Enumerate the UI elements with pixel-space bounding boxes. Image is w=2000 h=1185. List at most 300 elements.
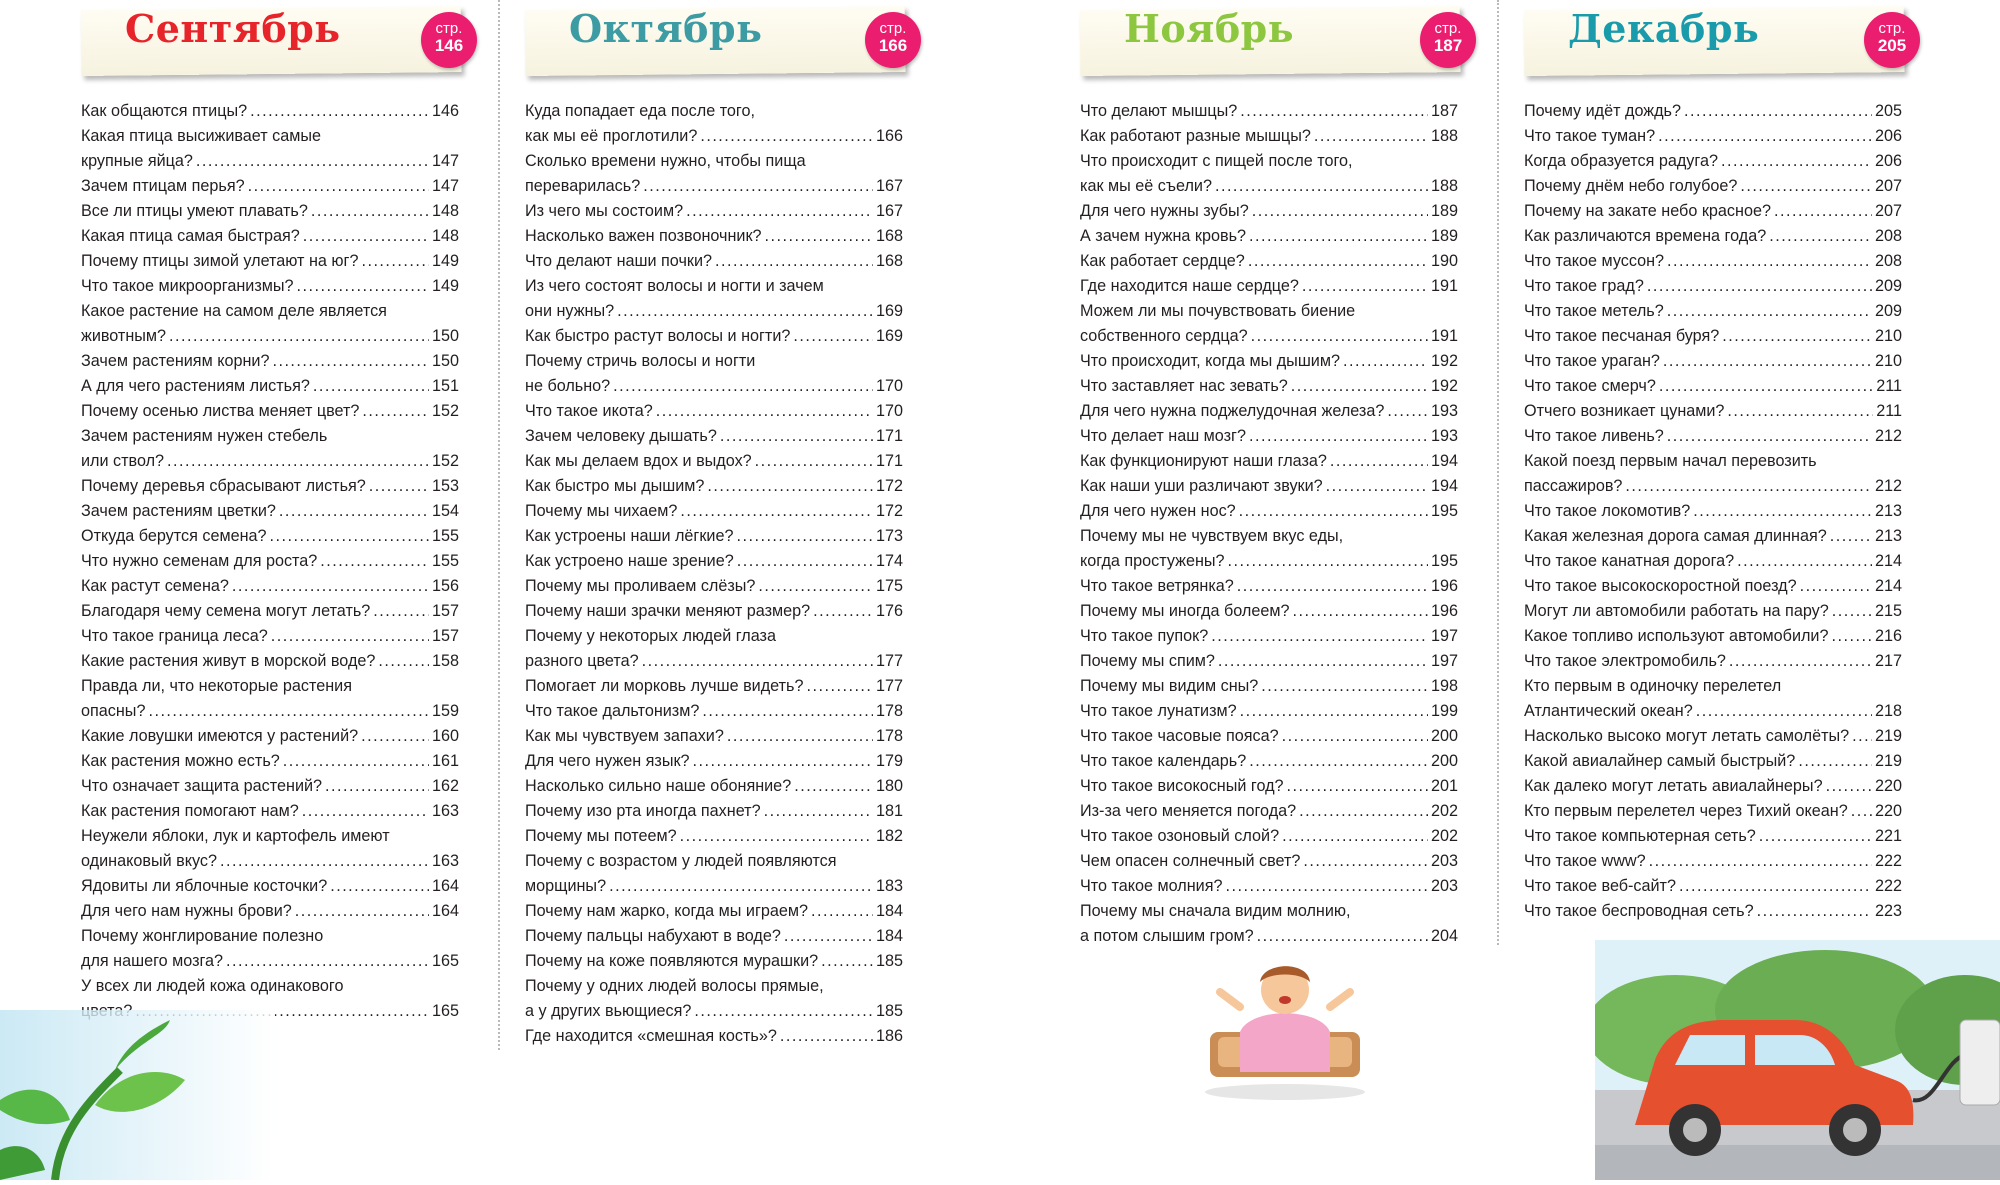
toc-entry bbox=[81, 849, 459, 874]
toc-entry-question: Сколько времени нужно, чтобы пища bbox=[525, 152, 806, 170]
toc-entry bbox=[1524, 549, 1902, 574]
toc-entry-page: 211 bbox=[1873, 374, 1902, 399]
toc-entry-question: Как работает сердце? . . . bbox=[1080, 249, 1458, 274]
toc-entry-question: Что такое часовые пояса? . . . bbox=[1080, 724, 1458, 749]
toc-entry-page: 219 bbox=[1872, 724, 1902, 749]
toc-entry-question: Зачем растениям корни? . . . bbox=[81, 349, 459, 374]
toc-entry-page: 148 bbox=[429, 199, 459, 224]
toc-entry-question: Почему мы видим сны? . . . bbox=[1080, 674, 1458, 699]
toc-entry bbox=[81, 274, 459, 299]
toc-list bbox=[1080, 99, 1458, 949]
toc-entry-question: Что такое ураган? . . . bbox=[1524, 349, 1902, 374]
toc-entry-page: 174 bbox=[873, 549, 903, 574]
toc-entry-question: не больно? . . . bbox=[525, 374, 903, 399]
page-badge bbox=[421, 12, 477, 68]
toc-entry-page: 202 bbox=[1428, 824, 1458, 849]
toc-entry bbox=[525, 149, 903, 174]
toc-entry bbox=[81, 449, 459, 474]
toc-entry bbox=[1524, 474, 1902, 499]
toc-entry-page: 164 bbox=[429, 874, 459, 899]
toc-entry-question: Какая птица высиживает самые bbox=[81, 127, 322, 145]
toc-entry-page: 188 bbox=[1428, 174, 1458, 199]
toc-entry-question: когда простужены? . . . bbox=[1080, 549, 1458, 574]
toc-entry-question: Что означает защита растений? . . . bbox=[81, 774, 459, 799]
toc-entry bbox=[81, 674, 459, 699]
toc-entry-question: Отчего возникает цунами? . . . bbox=[1524, 399, 1902, 424]
toc-entry bbox=[1080, 349, 1458, 374]
toc-entry bbox=[81, 924, 459, 949]
month-title: Сентябрь bbox=[125, 6, 341, 51]
page-badge-label: стр. bbox=[879, 20, 907, 37]
toc-entry bbox=[1524, 174, 1902, 199]
toc-entry-question: А зачем нужна кровь? . . . bbox=[1080, 224, 1458, 249]
toc-entry-question: Как быстро растут волосы и ногти? . . . bbox=[525, 324, 903, 349]
toc-entry bbox=[81, 624, 459, 649]
toc-entry bbox=[81, 499, 459, 524]
toc-entry bbox=[81, 749, 459, 774]
toc-entry-page: 177 bbox=[873, 674, 903, 699]
toc-entry-question: Почему мы не чувствуем вкус еды, bbox=[1080, 527, 1344, 545]
toc-entry-page: 214 bbox=[1872, 549, 1902, 574]
toc-entry-question: Куда попадает еда после того, bbox=[525, 102, 755, 120]
toc-entry-question: Что такое календарь? . . . bbox=[1080, 749, 1458, 774]
toc-entry bbox=[1524, 99, 1902, 124]
toc-entry-question: Почему мы потеем? . . . bbox=[525, 824, 903, 849]
toc-entry-page: 194 bbox=[1428, 474, 1458, 499]
toc-entry bbox=[1524, 224, 1902, 249]
toc-entry-page: 171 bbox=[873, 424, 903, 449]
toc-entry-question: Почему стричь волосы и ногти bbox=[525, 352, 756, 370]
toc-entry bbox=[525, 599, 903, 624]
toc-entry-question: Что такое дальтонизм? . . . bbox=[525, 699, 903, 724]
toc-entry-page: 169 bbox=[873, 299, 903, 324]
toc-entry bbox=[1080, 174, 1458, 199]
toc-entry bbox=[525, 674, 903, 699]
toc-entry bbox=[1524, 899, 1902, 924]
toc-entry-question: Что такое ливень? . . . bbox=[1524, 424, 1902, 449]
toc-entry-question: Почему у одних людей волосы прямые, bbox=[525, 977, 824, 995]
toc-entry bbox=[1524, 124, 1902, 149]
toc-entry-page: 194 bbox=[1428, 449, 1458, 474]
toc-entry bbox=[1080, 299, 1458, 324]
toc-entry-question: Из-за чего меняется погода? . . . bbox=[1080, 799, 1458, 824]
toc-entry-question: крупные яйца? . . . bbox=[81, 149, 459, 174]
toc-entry-page: 157 bbox=[429, 599, 459, 624]
toc-entry-page: 222 bbox=[1872, 849, 1902, 874]
toc-entry bbox=[81, 374, 459, 399]
toc-entry-page: 187 bbox=[1428, 99, 1458, 124]
toc-entry bbox=[525, 299, 903, 324]
toc-entry-question: Все ли птицы умеют плавать? . . . bbox=[81, 199, 459, 224]
toc-entry-question: Что такое високосный год? . . . bbox=[1080, 774, 1458, 799]
toc-entry-page: 199 bbox=[1428, 699, 1458, 724]
toc-entry-page: 181 bbox=[873, 799, 903, 824]
toc-entry-page: 164 bbox=[429, 899, 459, 924]
toc-entry bbox=[1080, 149, 1458, 174]
toc-entry-question: Кто первым перелетел через Тихий океан? . . . bbox=[1524, 799, 1902, 824]
toc-entry bbox=[81, 699, 459, 724]
toc-entry bbox=[81, 974, 459, 999]
toc-entry-question: Как мы делаем вдох и выдох? . . . bbox=[525, 449, 903, 474]
toc-entry-question: Из чего мы состоим? . . . bbox=[525, 199, 903, 224]
toc-entry-page: 155 bbox=[429, 549, 459, 574]
toc-entry-question: Что такое град? . . . bbox=[1524, 274, 1902, 299]
toc-entry-question: как мы её съели? . . . bbox=[1080, 174, 1458, 199]
page-badge-label: стр. bbox=[1434, 20, 1462, 37]
toc-entry-question: Почему идёт дождь? . . . bbox=[1524, 99, 1902, 124]
toc-entry bbox=[1080, 774, 1458, 799]
toc-entry-question: Что такое www? . . . bbox=[1524, 849, 1902, 874]
toc-entry-question: Насколько сильно наше обоняние? . . . bbox=[525, 774, 903, 799]
toc-entry bbox=[81, 899, 459, 924]
toc-entry-page: 207 bbox=[1872, 174, 1902, 199]
toc-entry bbox=[1524, 624, 1902, 649]
toc-entry bbox=[525, 449, 903, 474]
toc-entry-page: 177 bbox=[873, 649, 903, 674]
toc-entry-question: Правда ли, что некоторые растения bbox=[81, 677, 352, 695]
toc-entry-question: Почему днём небо голубое? . . . bbox=[1524, 174, 1902, 199]
toc-entry bbox=[81, 649, 459, 674]
toc-entry bbox=[1524, 599, 1902, 624]
toc-entry bbox=[81, 549, 459, 574]
toc-entry-question: Зачем птицам перья? . . . bbox=[81, 174, 459, 199]
toc-entry-question: Кто первым в одиночку перелетел bbox=[1524, 677, 1782, 695]
toc-entry-question: опасны? . . . bbox=[81, 699, 459, 724]
toc-entry bbox=[1080, 399, 1458, 424]
toc-entry-page: 206 bbox=[1872, 149, 1902, 174]
toc-entry-page: 208 bbox=[1872, 249, 1902, 274]
toc-entry-page: 149 bbox=[429, 249, 459, 274]
toc-entry-question: Что такое микроорганизмы? . . . bbox=[81, 274, 459, 299]
toc-entry-question: Для чего нужен язык? . . . bbox=[525, 749, 903, 774]
toc-entry bbox=[1524, 349, 1902, 374]
toc-entry-page: 203 bbox=[1428, 849, 1458, 874]
toc-entry bbox=[1524, 724, 1902, 749]
toc-entry bbox=[1524, 149, 1902, 174]
toc-entry bbox=[81, 299, 459, 324]
toc-entry-page: 204 bbox=[1428, 924, 1458, 949]
column-separator bbox=[498, 0, 500, 1050]
toc-entry bbox=[1524, 774, 1902, 799]
toc-entry bbox=[1524, 574, 1902, 599]
toc-entry-page: 213 bbox=[1872, 524, 1902, 549]
toc-entry-page: 207 bbox=[1872, 199, 1902, 224]
toc-entry-page: 212 bbox=[1872, 474, 1902, 499]
toc-entry bbox=[1524, 399, 1902, 424]
toc-entry-page: 216 bbox=[1872, 624, 1902, 649]
toc-entry-page: 214 bbox=[1872, 574, 1902, 599]
toc-entry-question: Что такое ветрянка? . . . bbox=[1080, 574, 1458, 599]
toc-entry bbox=[1080, 449, 1458, 474]
toc-entry-question: Как быстро мы дышим? . . . bbox=[525, 474, 903, 499]
toc-entry bbox=[1080, 499, 1458, 524]
toc-entry-page: 209 bbox=[1872, 274, 1902, 299]
toc-entry-question: как мы её проглотили? . . . bbox=[525, 124, 903, 149]
toc-entry-question: Что такое граница леса? . . . bbox=[81, 624, 459, 649]
toc-entry bbox=[525, 474, 903, 499]
toc-entry bbox=[525, 524, 903, 549]
toc-entry bbox=[81, 99, 459, 124]
toc-entry-page: 185 bbox=[873, 999, 903, 1024]
toc-entry-page: 193 bbox=[1428, 424, 1458, 449]
toc-entry bbox=[1080, 524, 1458, 549]
toc-entry bbox=[1080, 624, 1458, 649]
toc-entry-question: Почему пальцы набухают в воде? . . . bbox=[525, 924, 903, 949]
toc-entry-question: а у других вьющиеся? . . . bbox=[525, 999, 903, 1024]
toc-entry-question: Что делают наши почки? . . . bbox=[525, 249, 903, 274]
page-badge bbox=[1420, 12, 1476, 68]
toc-entry-page: 205 bbox=[1872, 99, 1902, 124]
toc-entry-question: Почему нам жарко, когда мы играем? . . . bbox=[525, 899, 903, 924]
toc-entry bbox=[1080, 649, 1458, 674]
toc-entry-question: Почему у некоторых людей глаза bbox=[525, 627, 776, 645]
toc-entry-question: Могут ли автомобили работать на пару? . . . bbox=[1524, 599, 1902, 624]
toc-entry bbox=[81, 424, 459, 449]
toc-entry bbox=[1080, 474, 1458, 499]
toc-entry-page: 195 bbox=[1428, 549, 1458, 574]
toc-entry bbox=[525, 274, 903, 299]
toc-entry-page: 153 bbox=[429, 474, 459, 499]
toc-entry bbox=[1524, 424, 1902, 449]
toc-entry-page: 197 bbox=[1428, 624, 1458, 649]
toc-entry-question: Что такое пупок? . . . bbox=[1080, 624, 1458, 649]
toc-entry bbox=[525, 699, 903, 724]
toc-entry-page: 209 bbox=[1872, 299, 1902, 324]
toc-entry-question: переварилась? . . . bbox=[525, 174, 903, 199]
toc-entry-question: Почему осенью листва меняет цвет? . . . bbox=[81, 399, 459, 424]
toc-entry-question: Что такое локомотив? . . . bbox=[1524, 499, 1902, 524]
month-title: Декабрь bbox=[1568, 6, 1760, 51]
toc-entry-page: 208 bbox=[1872, 224, 1902, 249]
toc-entry-question: А для чего растениям листья? . . . bbox=[81, 374, 459, 399]
toc-entry bbox=[1080, 824, 1458, 849]
toc-entry-question: Что делает наш мозг? . . . bbox=[1080, 424, 1458, 449]
toc-entry bbox=[1080, 374, 1458, 399]
toc-entry-page: 172 bbox=[873, 499, 903, 524]
toc-entry bbox=[525, 124, 903, 149]
toc-entry bbox=[525, 1024, 903, 1049]
toc-entry-page: 170 bbox=[873, 374, 903, 399]
toc-entry bbox=[1524, 324, 1902, 349]
toc-entry-page: 220 bbox=[1872, 799, 1902, 824]
toc-entry bbox=[1080, 574, 1458, 599]
toc-entry-question: Как общаются птицы? . . . bbox=[81, 99, 459, 124]
toc-entry-page: 200 bbox=[1428, 724, 1458, 749]
toc-entry bbox=[81, 474, 459, 499]
toc-entry-question: Что такое лунатизм? . . . bbox=[1080, 699, 1458, 724]
toc-entry-question: Зачем растениям нужен стебель bbox=[81, 427, 328, 445]
toc-entry-page: 162 bbox=[429, 774, 459, 799]
toc-entry-question: Как мы чувствуем запахи? . . . bbox=[525, 724, 903, 749]
toc-entry bbox=[525, 799, 903, 824]
toc-entry-question: У всех ли людей кожа одинакового bbox=[81, 977, 344, 995]
toc-entry-question: Какие ловушки имеются у растений? . . . bbox=[81, 724, 459, 749]
column-separator bbox=[1497, 0, 1499, 945]
toc-entry-question: Почему мы сначала видим молнию, bbox=[1080, 902, 1351, 920]
toc-entry-question: Когда образуется радуга? . . . bbox=[1524, 149, 1902, 174]
toc-entry bbox=[525, 949, 903, 974]
toc-entry-question: Что такое песчаная буря? . . . bbox=[1524, 324, 1902, 349]
toc-entry-page: 178 bbox=[873, 724, 903, 749]
toc-entry bbox=[525, 374, 903, 399]
plant-sprout-illustration bbox=[0, 1010, 275, 1180]
toc-entry bbox=[81, 799, 459, 824]
month-title: Ноябрь bbox=[1124, 6, 1295, 51]
toc-entry-question: Что такое озоновый слой? . . . bbox=[1080, 824, 1458, 849]
toc-entry-page: 200 bbox=[1428, 749, 1458, 774]
toc-entry-page: 157 bbox=[429, 624, 459, 649]
toc-entry-question: Почему мы проливаем слёзы? . . . bbox=[525, 574, 903, 599]
toc-entry-page: 148 bbox=[429, 224, 459, 249]
toc-entry-page: 159 bbox=[429, 699, 459, 724]
toc-entry bbox=[525, 974, 903, 999]
toc-entry bbox=[1080, 899, 1458, 924]
toc-entry-question: Благодаря чему семена могут летать? . . . bbox=[81, 599, 459, 624]
toc-entry-question: Что такое электромобиль? . . . bbox=[1524, 649, 1902, 674]
toc-entry-page: 210 bbox=[1872, 349, 1902, 374]
toc-entry-page: 165 bbox=[429, 949, 459, 974]
toc-entry bbox=[81, 199, 459, 224]
toc-entry bbox=[1080, 424, 1458, 449]
toc-entry bbox=[525, 574, 903, 599]
toc-entry bbox=[525, 824, 903, 849]
toc-entry bbox=[1080, 799, 1458, 824]
toc-entry bbox=[525, 99, 903, 124]
toc-list bbox=[1524, 99, 1902, 924]
toc-entry bbox=[1524, 299, 1902, 324]
toc-entry-question: Какое топливо используют автомобили? . . . bbox=[1524, 624, 1902, 649]
toc-entry bbox=[1080, 724, 1458, 749]
toc-entry-page: 158 bbox=[429, 649, 459, 674]
toc-entry-page: 175 bbox=[873, 574, 903, 599]
toc-entry-page: 222 bbox=[1872, 874, 1902, 899]
toc-entry-page: 218 bbox=[1872, 699, 1902, 724]
toc-entry bbox=[525, 549, 903, 574]
toc-entry-page: 190 bbox=[1428, 249, 1458, 274]
toc-entry-question: Помогает ли морковь лучше видеть? . . . bbox=[525, 674, 903, 699]
toc-entry bbox=[1080, 249, 1458, 274]
page-badge-number: 187 bbox=[1433, 36, 1463, 55]
toc-entry-page: 180 bbox=[873, 774, 903, 799]
toc-entry-question: Как далеко могут летать авиалайнеры? . . . bbox=[1524, 774, 1902, 799]
toc-entry bbox=[1080, 874, 1458, 899]
toc-entry-page: 202 bbox=[1428, 799, 1458, 824]
toc-entry-page: 191 bbox=[1428, 274, 1458, 299]
toc-entry-question: Почему мы спим? . . . bbox=[1080, 649, 1458, 674]
toc-entry bbox=[1524, 799, 1902, 824]
toc-entry-question: Зачем растениям цветки? . . . bbox=[81, 499, 459, 524]
toc-entry-question: Для чего нужны зубы? . . . bbox=[1080, 199, 1458, 224]
toc-entry-page: 168 bbox=[873, 224, 903, 249]
toc-entry-question: для нашего мозга? . . . bbox=[81, 949, 459, 974]
toc-entry bbox=[81, 524, 459, 549]
toc-entry-question: Что такое туман? . . . bbox=[1524, 124, 1902, 149]
toc-entry bbox=[525, 249, 903, 274]
toc-entry-page: 146 bbox=[429, 99, 459, 124]
toc-entry-question: Как растения помогают нам? . . . bbox=[81, 799, 459, 824]
toc-entry-page: 182 bbox=[873, 824, 903, 849]
toc-entry-page: 150 bbox=[429, 349, 459, 374]
toc-entry-page: 167 bbox=[873, 199, 903, 224]
toc-entry-page: 212 bbox=[1872, 424, 1902, 449]
toc-entry bbox=[525, 749, 903, 774]
toc-entry bbox=[525, 874, 903, 899]
toc-entry-question: Как наши уши различают звуки? . . . bbox=[1080, 474, 1458, 499]
toc-entry-question: Насколько высоко могут летать самолёты? . . . bbox=[1524, 724, 1902, 749]
toc-entry-page: 193 bbox=[1428, 399, 1458, 424]
toc-entry-question: Что такое муссон? . . . bbox=[1524, 249, 1902, 274]
toc-entry bbox=[525, 774, 903, 799]
toc-entry-page: 170 bbox=[873, 399, 903, 424]
toc-entry bbox=[1524, 874, 1902, 899]
toc-entry-question: Как работают разные мышцы? . . . bbox=[1080, 124, 1458, 149]
toc-entry-page: 151 bbox=[429, 374, 459, 399]
toc-entry-question: Почему наши зрачки меняют размер? . . . bbox=[525, 599, 903, 624]
toc-entry-question: Чем опасен солнечный свет? . . . bbox=[1080, 849, 1458, 874]
toc-entry-question: Как растения можно есть? . . . bbox=[81, 749, 459, 774]
toc-entry-question: Что такое веб-сайт? . . . bbox=[1524, 874, 1902, 899]
toc-entry bbox=[525, 399, 903, 424]
toc-entry-question: Что происходит, когда мы дышим? . . . bbox=[1080, 349, 1458, 374]
toc-entry-question: Что такое смерч? . . . bbox=[1524, 374, 1902, 399]
toc-entry-question: Для чего нам нужны брови? . . . bbox=[81, 899, 459, 924]
sleeping-child-illustration bbox=[1190, 952, 1380, 1102]
toc-entry-page: 196 bbox=[1428, 574, 1458, 599]
toc-entry-question: Что нужно семенам для роста? . . . bbox=[81, 549, 459, 574]
red-electric-car-illustration bbox=[1595, 940, 2000, 1180]
toc-entry bbox=[1080, 749, 1458, 774]
toc-entry-page: 147 bbox=[429, 149, 459, 174]
toc-entry bbox=[1080, 699, 1458, 724]
toc-entry-question: Как устроены наши лёгкие? . . . bbox=[525, 524, 903, 549]
toc-entry-page: 163 bbox=[429, 799, 459, 824]
toc-entry-page: 154 bbox=[429, 499, 459, 524]
toc-entry-question: Почему мы чихаем? . . . bbox=[525, 499, 903, 524]
toc-entry bbox=[525, 349, 903, 374]
toc-entry-question: Какое растение на самом деле является bbox=[81, 302, 387, 320]
toc-entry-page: 165 bbox=[429, 999, 459, 1024]
toc-entry bbox=[81, 774, 459, 799]
toc-entry bbox=[81, 574, 459, 599]
toc-entry-page: 189 bbox=[1428, 224, 1458, 249]
toc-entry bbox=[81, 824, 459, 849]
toc-entry bbox=[525, 724, 903, 749]
toc-entry bbox=[81, 874, 459, 899]
toc-entry bbox=[1080, 924, 1458, 949]
toc-entry-question: собственного сердца? . . . bbox=[1080, 324, 1458, 349]
toc-entry bbox=[1524, 749, 1902, 774]
toc-entry-page: 185 bbox=[873, 949, 903, 974]
toc-entry-question: Что такое икота? . . . bbox=[525, 399, 903, 424]
toc-entry-question: Что такое метель? . . . bbox=[1524, 299, 1902, 324]
toc-entry-page: 223 bbox=[1872, 899, 1902, 924]
toc-entry-page: 155 bbox=[429, 524, 459, 549]
toc-entry-page: 152 bbox=[429, 399, 459, 424]
toc-entry bbox=[525, 499, 903, 524]
toc-entry bbox=[81, 724, 459, 749]
toc-entry-question: Почему деревья сбрасывают листья? . . . bbox=[81, 474, 459, 499]
page-badge-number: 205 bbox=[1877, 36, 1907, 55]
toc-entry-question: Почему мы иногда болеем? . . . bbox=[1080, 599, 1458, 624]
toc-entry-page: 191 bbox=[1428, 324, 1458, 349]
page-badge-number: 146 bbox=[434, 36, 464, 55]
toc-entry-question: Как функционируют наши глаза? . . . bbox=[1080, 449, 1458, 474]
toc-entry bbox=[81, 149, 459, 174]
toc-entry-page: 220 bbox=[1872, 774, 1902, 799]
toc-entry bbox=[525, 999, 903, 1024]
toc-list bbox=[525, 99, 903, 1049]
toc-entry-page: 149 bbox=[429, 274, 459, 299]
